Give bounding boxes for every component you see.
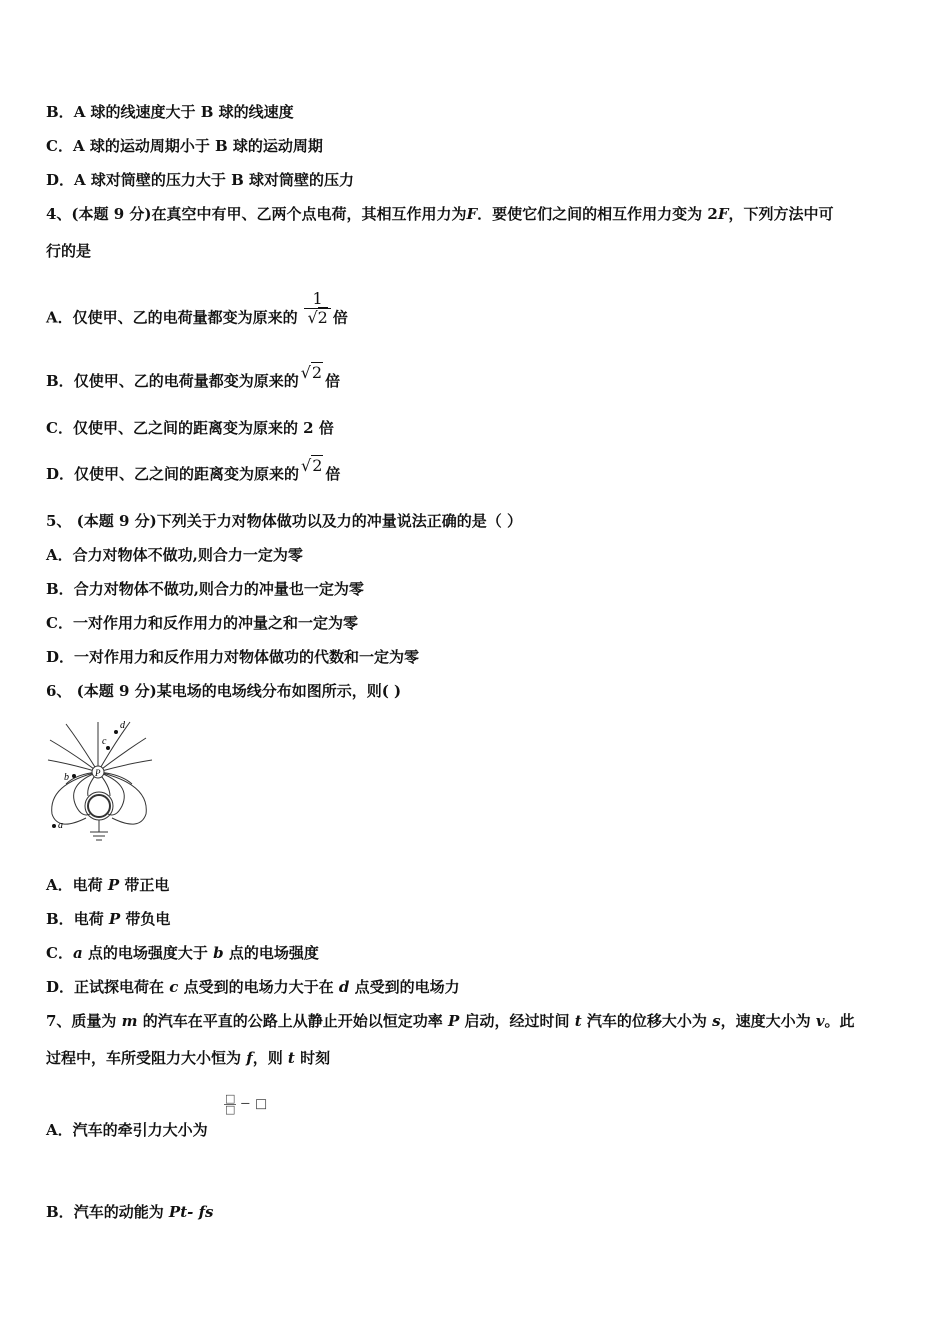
var-t: t (287, 1049, 295, 1067)
var-s: s (712, 1012, 721, 1030)
q7-stem-part: 。此 (824, 1012, 855, 1030)
option-text: 一对作用力和反作用力对物体做功的代数和一定为零 (74, 648, 420, 666)
option-text: 带负电 (120, 910, 171, 928)
var-P: P (107, 876, 120, 894)
option-text: 电荷 (73, 910, 109, 928)
q7-stem-part: 汽车的位移大小为 (581, 1012, 713, 1030)
field-lines-svg (46, 714, 158, 848)
tiny-formula-rest: − □ (239, 1096, 268, 1112)
option-text: 电荷 (72, 876, 108, 894)
q3-option-b (46, 102, 294, 122)
var-c: c (169, 978, 179, 996)
q6-option-d (46, 977, 460, 997)
option-text: 仅使甲、乙之间的距离变为原来的 (74, 465, 300, 483)
option-label: D． (46, 648, 75, 666)
fraction-numerator: 1 (304, 290, 330, 309)
q7-stem-part: 过程中，车所受阻力大小恒为 (46, 1049, 247, 1067)
var-m: m (121, 1012, 138, 1030)
option-label: D． (46, 978, 75, 996)
option-text: 仅使甲、乙的电荷量都变为原来的 (72, 308, 298, 327)
q7-stem-part: ，速度大小为 (720, 1012, 816, 1030)
option-label: C． (46, 944, 73, 962)
label-d: d (120, 720, 125, 731)
option-label: C． (46, 419, 73, 437)
option-text: A 球对筒壁的压力大于 B 球对筒壁的压力 (74, 171, 355, 189)
option-label: A． (46, 546, 73, 564)
tiny-fraction-top: □ (225, 1092, 236, 1105)
radicand: 2 (311, 363, 323, 382)
electric-field-diagram (46, 714, 158, 852)
option-label: B． (46, 910, 74, 928)
option-text: A 球的线速度大于 B 球的线速度 (73, 103, 294, 121)
option-text: 仅使甲、乙的电荷量都变为原来的 (73, 372, 299, 390)
tiny-fraction (224, 1094, 236, 1115)
point-c (106, 746, 110, 750)
var-a: a (72, 944, 83, 962)
q6-option-a (46, 875, 169, 895)
option-label: C． (46, 614, 73, 632)
label-c: c (102, 736, 107, 747)
option-text: 点受到的电场力大于在 (178, 978, 339, 996)
option-label: B． (46, 103, 74, 121)
q3-option-d (46, 170, 354, 190)
q6-stem (46, 681, 401, 701)
option-text: 点的电场强度大于 (82, 944, 214, 962)
radicand: 2 (317, 308, 328, 327)
option-label: B． (46, 580, 74, 598)
option-text: 点受到的电场力 (349, 978, 460, 996)
option-text: 一对作用力和反作用力的冲量之和一定为零 (72, 614, 358, 632)
q7-option-b (46, 1202, 213, 1222)
var-t: t (574, 1012, 582, 1030)
option-text: 汽车的牵引力大小为 (72, 1121, 208, 1139)
point-d (114, 730, 118, 734)
label-a: a (58, 820, 63, 831)
option-text: 点的电场强度 (223, 944, 319, 962)
sqrt-expression: √2 (301, 456, 323, 475)
fraction-one-over-sqrt2 (304, 290, 330, 327)
q6-option-b (46, 909, 170, 929)
var-F: F (717, 205, 729, 223)
option-text: 仅使甲、乙之间的距离变为原来的 2 倍 (72, 419, 334, 437)
option-label: A． (46, 308, 73, 327)
q5-option-b (46, 579, 364, 599)
q5-option-c (46, 613, 358, 633)
option-text: 合力对物体不做功,则合力一定为零 (72, 546, 303, 564)
option-suffix: 倍 (332, 308, 348, 327)
point-b (72, 774, 76, 778)
option-text: 合力对物体不做功,则合力的冲量也一定为零 (73, 580, 364, 598)
point-a (52, 824, 56, 828)
q4-stem (46, 204, 834, 224)
option-label: B． (46, 372, 74, 390)
q5-stem (46, 511, 522, 531)
option-label: D． (46, 465, 75, 483)
option-text: 带正电 (119, 876, 170, 894)
sqrt-expression: √2 (300, 363, 323, 382)
q7-stem-part: 的汽车在平直的公路上从静止开始以恒定功率 (137, 1012, 448, 1030)
var-P: P (448, 1012, 460, 1030)
q3-option-c (46, 136, 323, 156)
q7-stem-part: ，则 (252, 1049, 288, 1067)
option-label: D． (46, 171, 75, 189)
q5-stem-text: 5、 (本题 9 分)下列关于力对物体做功以及力的冲量说法正确的是（ ） (46, 512, 522, 530)
q4-stem-part: ．要使它们之间的相互作用力变为 2 (477, 205, 718, 223)
q4-option-c (46, 418, 334, 438)
q7-stem (46, 1011, 855, 1031)
q6-option-c (46, 943, 319, 963)
option-suffix: 倍 (325, 465, 341, 483)
label-b: b (64, 772, 69, 783)
option-label: A． (46, 1121, 73, 1139)
option-text: A 球的运动周期小于 B 球的运动周期 (72, 137, 323, 155)
radicand: 2 (312, 456, 323, 475)
option-text: 汽车的动能为 (73, 1203, 169, 1221)
q4-stem-part: 4、(本题 9 分)在真空中有甲、乙两个点电荷，其相互作用力为 (46, 205, 467, 223)
q6-stem-text: 6、 (本题 9 分)某电场的电场线分布如图所示，则( ) (46, 682, 402, 700)
q4-stem-part: 行的是 (46, 242, 92, 260)
tiny-fraction-bottom: □ (225, 1103, 236, 1116)
q7-option-a (46, 1120, 208, 1140)
option-suffix: 倍 (325, 372, 341, 390)
option-label: A． (46, 876, 73, 894)
q4-option-d (46, 456, 341, 484)
q7-stem-line2 (46, 1048, 330, 1068)
var-f: f (246, 1049, 253, 1067)
expression-pt-fs: Pt- fs (168, 1203, 214, 1221)
var-F: F (466, 205, 478, 223)
option-label: C． (46, 137, 73, 155)
q4-stem-part: ，下列方法中可 (728, 205, 834, 223)
q4-option-b (46, 363, 341, 391)
fraction-denominator: √2 (307, 308, 328, 327)
option-label: B． (46, 1203, 74, 1221)
q7-stem-part: 启动，经过时间 (459, 1012, 575, 1030)
q5-option-d (46, 647, 419, 667)
var-b: b (213, 944, 224, 962)
option-text: 正试探电荷在 (74, 978, 170, 996)
q7-stem-part: 时刻 (294, 1049, 331, 1067)
q7-option-a-formula (224, 1094, 267, 1115)
label-p: P (95, 768, 101, 778)
q4-option-a (46, 289, 348, 337)
var-P: P (108, 910, 121, 928)
q4-stem-line2 (46, 241, 91, 261)
var-d: d (338, 978, 350, 996)
var-v: v (815, 1012, 825, 1030)
q7-stem-part: 7、质量为 (46, 1012, 122, 1030)
q5-option-a (46, 545, 303, 565)
